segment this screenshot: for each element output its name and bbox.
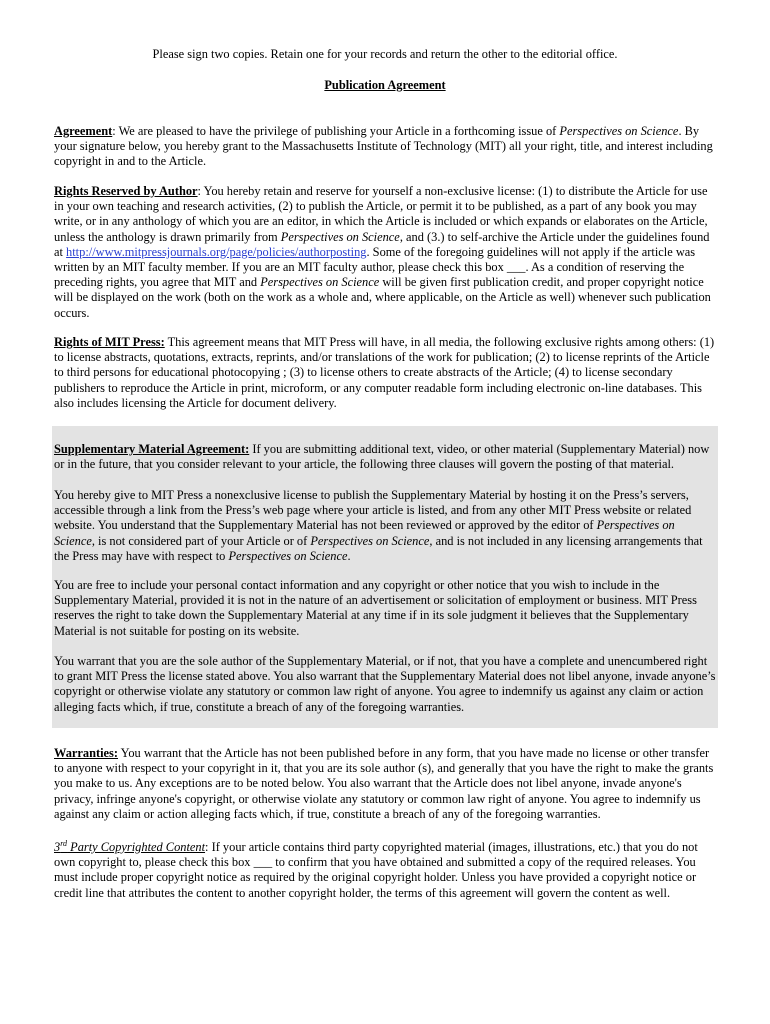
agreement-heading: Agreement (54, 124, 113, 138)
warranties-section: Warranties: You warrant that the Article has not been published before in any form, that you have made no license or other transfer to anyone with respect to your copyright in it, that you are its sole author (s), and generally that you have the right to make the grants you make to us. Any exceptions are to be noted below. You also warrant that the Article does not libel anyone, invade anyone's privacy, infringe anyone's copyright, or otherwise violate any statutory or common law right of anyone. You agree to indemnify us against any claim or action alleging facts which, if true, constitute a breach of any of the foregoing warranties. (54, 746, 714, 821)
journal-name: Perspectives on Science (559, 124, 679, 138)
rights-author-heading: Rights Reserved by Author (54, 184, 198, 198)
rights-author-section: Rights Reserved by Author: You hereby retain and reserve for yourself a non-exclusive license: (1) to distribute the Article for use in your own teaching and research activities, (2) to publish the Article, or permit it to be published, as a part of any book you may write, or in any anthology of which you are an editor, in which the Article is included or which expands or elaborates on the Article, unless the anthology is drawn primarily from Perspectives on Science, and (3.) to self-archive the Article under the guidelines found at http://www.mitpressjournals.org/page/policies/authorposting. Some of the foregoing guidelines will not apply if the article was written by an MIT faculty member. If you are an MIT faculty author, please check this box ___. As a condition of reserving the preceding rights, you agree that MIT and Perspectives on Science will be given first publication credit, and proper copyright notice will be displayed on the work (both on the work as a whole and, where applicable, on the Article as well) whenever such publication occurs. (54, 184, 711, 320)
third-party-heading: 3rd Party Copyrighted Content (54, 838, 206, 854)
supplementary-intro: Supplementary Material Agreement: If you are submitting additional text, video, or other material (Supplementary Material) now or in the future, that you consider relevant to your article, the following three clauses will govern the posting of that material. (54, 442, 710, 472)
supplementary-warrant-paragraph: You warrant that you are the sole author of the Supplementary Material, or if not, that you have a complete and unencumbered right to grant MIT Press the license stated above. You also warrant that the Supplementary Material does not libel anyone, invade anyone’s copyright or otherwise violate any statutory or common law right of anyone. You agree to indemnify us against any claim or action alleging facts which, if true, constitute a breach of any of the foregoing warranties. (54, 654, 716, 714)
agreement-section: Agreement: We are pleased to have the privilege of publishing your Article in a forthcoming issue of Perspectives on Science. By your signature below, you hereby grant to the Massachusetts Institute of Technology (MIT) all your right, title, and interest including copyright in and to the Article. (54, 124, 713, 169)
supplementary-contact-paragraph: You are free to include your personal contact information and any copyright or other notice that you wish to include in the Supplementary Material, provided it is not in the nature of an advertisement or solicitation of employment or business. MIT Press reserves the right to take down the Supplementary Material at any time if in its sole judgment it believes that the Supplementary Material is not suitable for posting on its website. (54, 578, 697, 638)
third-party-section: 3rd Party Copyrighted Content: If your article contains third party copyrighted material (images, illustrations, etc.) that you do not own copyright to, please check this box ___ to confirm that you have obtained and submitted a copy of the required releases. You must include proper copyright notice as required by the original copyright holder. Unless you have provided a copyright notice or credit line that attributes the content to another copyright holder, the terms of this agreement will govern the content as well. (54, 838, 698, 900)
supplementary-heading: Supplementary Material Agreement: (54, 442, 250, 456)
rights-press-section: Rights of MIT Press: This agreement means that MIT Press will have, in all media, the following exclusive rights among others: (1) to license abstracts, quotations, extracts, reprints, and/or translations of the work for publication; (2) to license reprints of the Article to third persons for educational photocopying ; (3) to license others to create abstracts of the Article; (4) to license secondary publishers to reproduce the Article in print, microform, or any computer readable form including electronic on-line databases. This also includes licensing the Article for document delivery. (54, 335, 715, 410)
signing-instruction: Please sign two copies. Retain one for your records and return the other to the editorial office. (152, 47, 618, 61)
supplementary-license-paragraph: You hereby give to MIT Press a nonexclusive license to publish the Supplementary Material by hosting it on the Press’s servers, accessible through a link from the Press’s web page where your article is listed, and from any other MIT Press website or related website. You understand that the Supplementary Material has not been reviewed or approved by the editor of Perspectives on Science, is not considered part of your Article or of Perspectives on Science, and is not included in any licensing arrangements that the Press may have with respect to Perspectives on Science. (54, 488, 703, 563)
author-posting-link[interactable]: http://www.mitpressjournals.org/page/policies/authorposting (66, 244, 367, 259)
rights-press-heading: Rights of MIT Press: (54, 335, 165, 349)
page-title: Publication Agreement (324, 78, 446, 92)
warranties-heading: Warranties: (54, 746, 119, 760)
